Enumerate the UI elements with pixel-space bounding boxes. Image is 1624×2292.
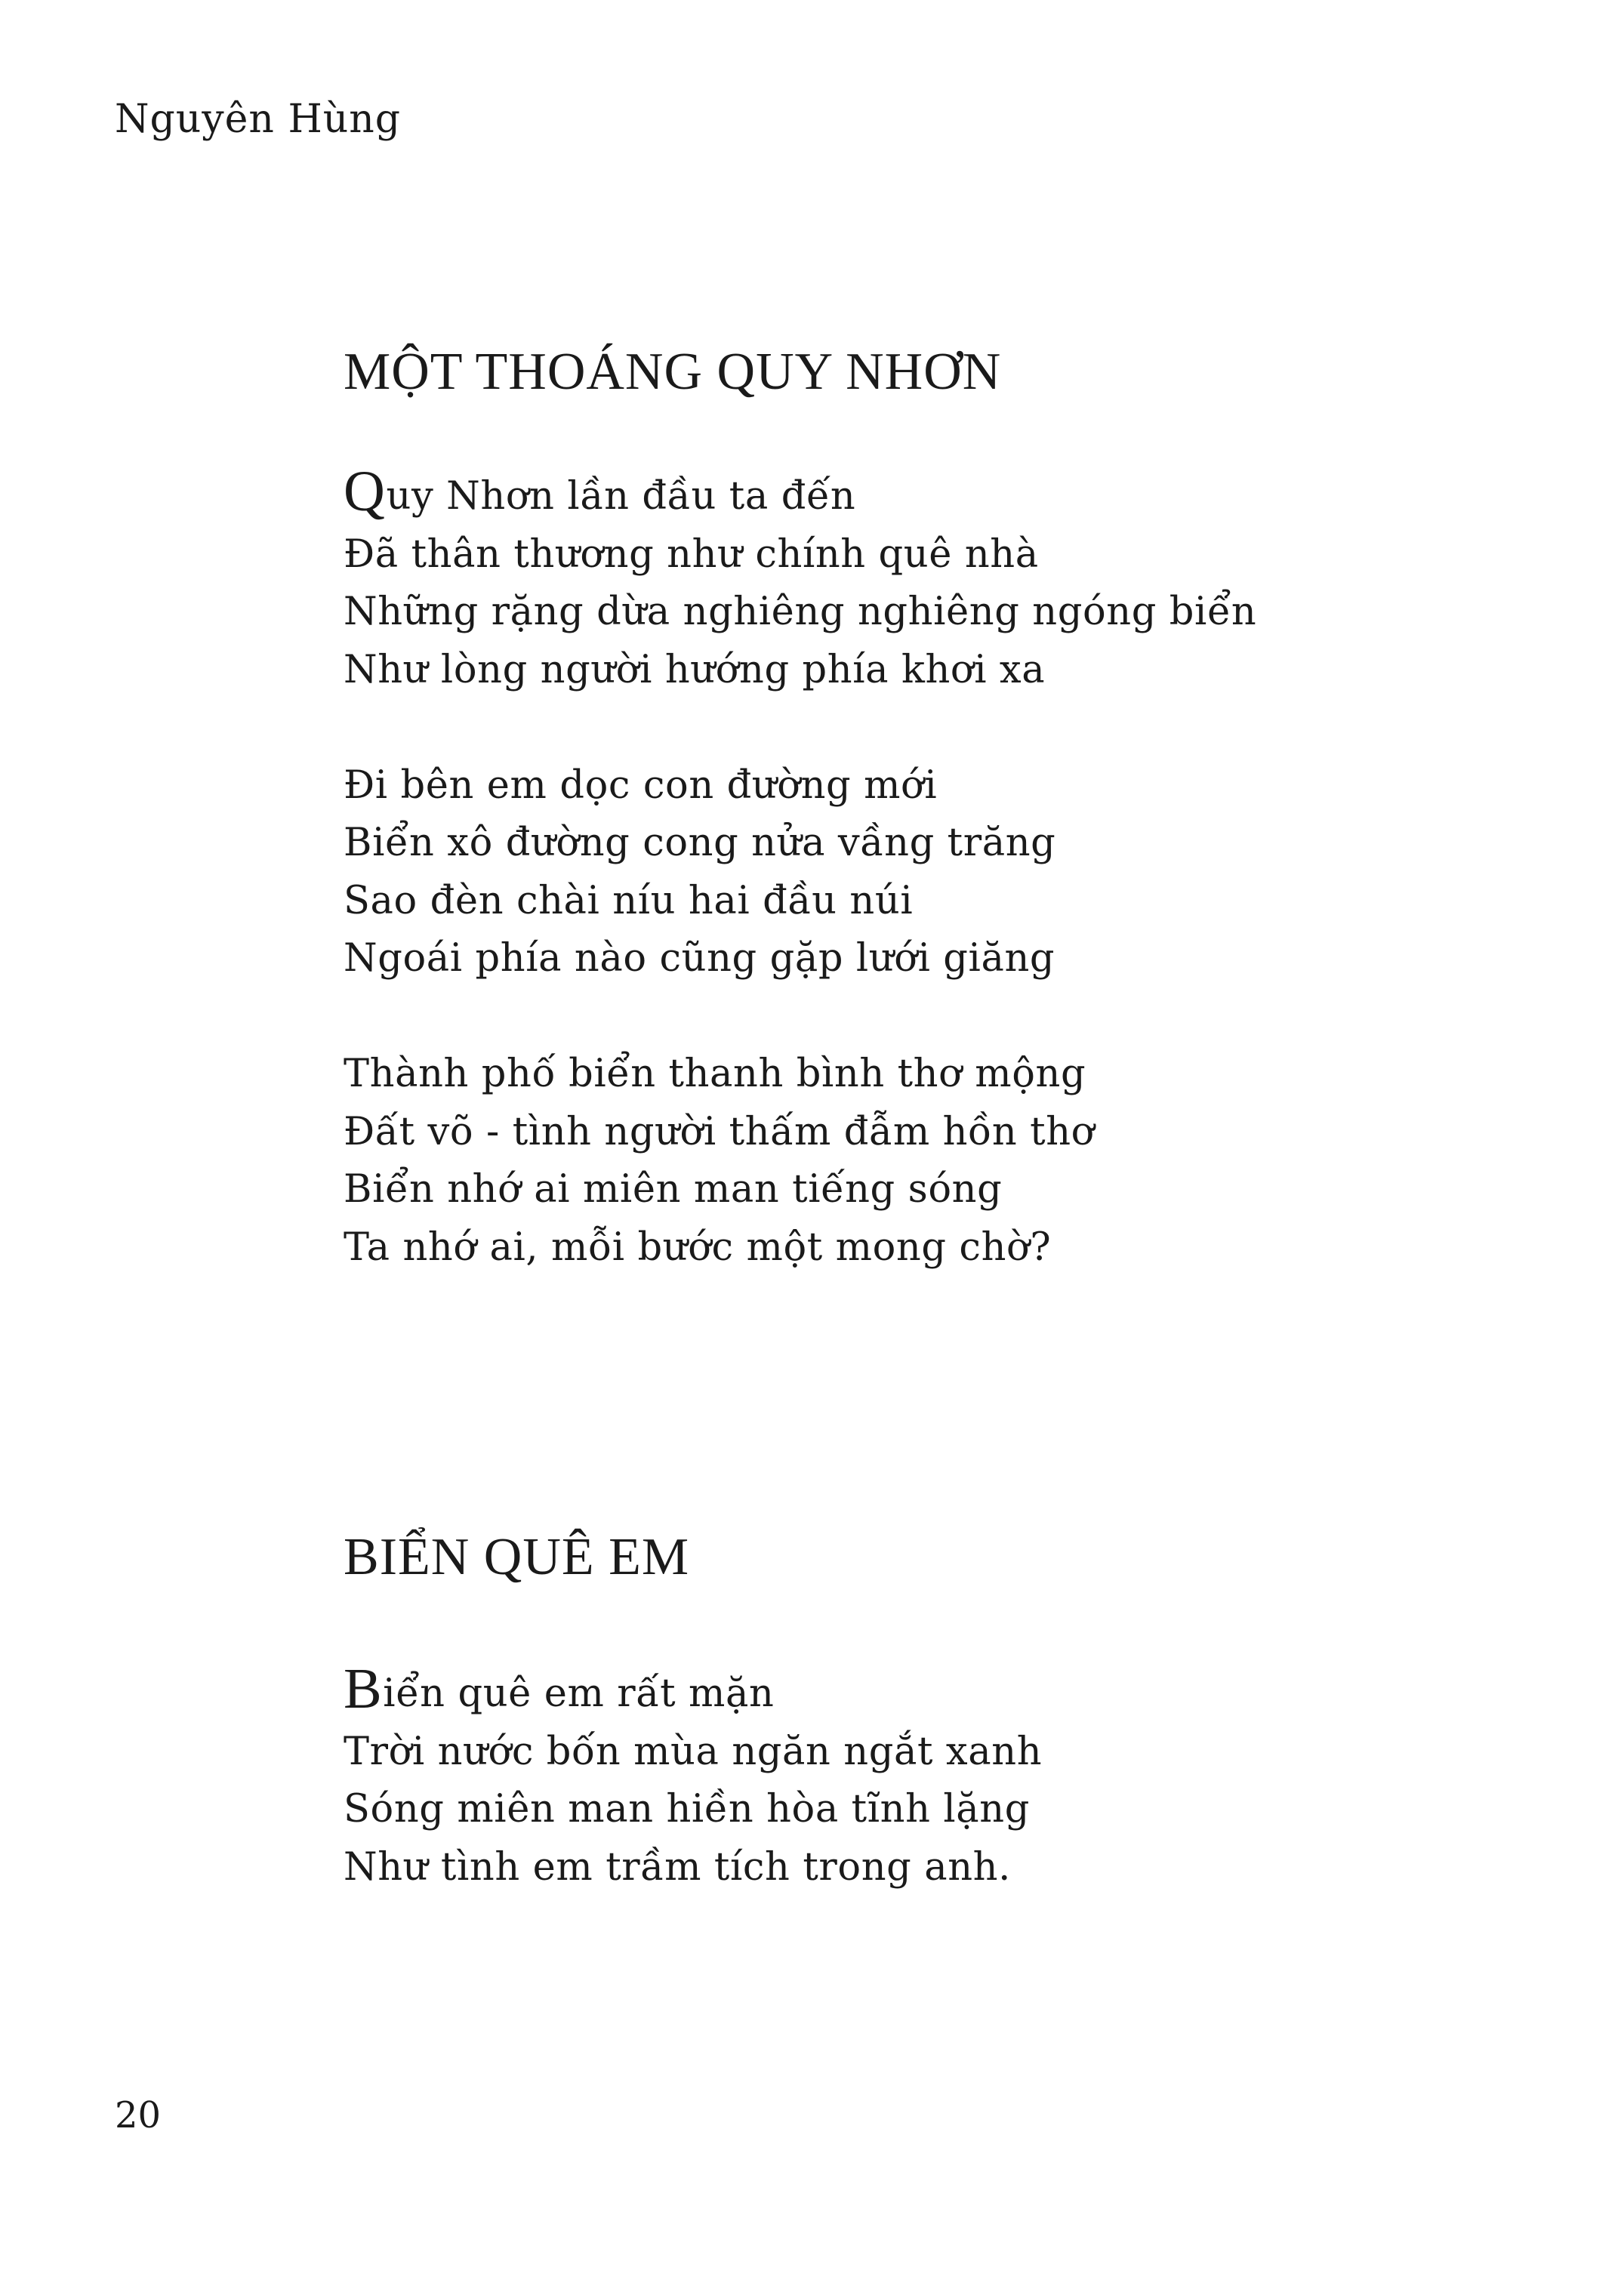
poem-line: Ngoái phía nào cũng gặp lưới giăng [344, 936, 1055, 981]
poem-line: Thành phố biển thanh bình thơ mộng [344, 1052, 1086, 1096]
poem-bien-que-em [344, 1523, 1552, 1896]
poem-line: Biển nhớ ai miên man tiếng sóng [344, 1167, 1003, 1212]
first-line-text: iển quê em rất mặn [383, 1671, 775, 1716]
poem-line: Như tình em trầm tích trong anh. [344, 1844, 1011, 1890]
poem-mot-thoang-quy-nhon [344, 338, 1552, 1277]
poem-line [344, 1657, 1552, 1724]
poem-line: Trời nước bốn mùa ngăn ngắt xanh [344, 1729, 1043, 1774]
drop-cap: B [344, 1657, 383, 1721]
poem-line: Đất võ - tình người thấm đẫm hồn thơ [344, 1109, 1095, 1154]
poem-line: Ta nhớ ai, mỗi bước một mong chờ? [344, 1225, 1052, 1270]
poem-line: Sóng miên man hiền hòa tĩnh lặng [344, 1787, 1030, 1831]
stanza [344, 1046, 1552, 1277]
poem-line: Biển xô đường cong nửa vầng trăng [344, 821, 1056, 865]
page-number: 20 [115, 2094, 162, 2136]
poem-line: Như lòng người hướng phía khơi xa [344, 647, 1046, 692]
stanza [344, 757, 1552, 988]
poem-line: Sao đèn chài níu hai đầu núi [344, 878, 914, 923]
poem-line: Đã thân thương như chính quê nhà [344, 531, 1039, 577]
poem-line: Những rặng dừa nghiêng nghiêng ngóng biển [344, 590, 1257, 634]
stanza [344, 460, 1552, 699]
running-head-author: Nguyên Hùng [115, 97, 402, 142]
first-line-text: uy Nhơn lần đầu ta đến [386, 474, 856, 519]
stanza [344, 1657, 1552, 1896]
poem-title: MỘT THOÁNG QUY NHƠN [344, 343, 1002, 401]
poem-title: BIỂN QUÊ EM [344, 1528, 690, 1586]
drop-cap: Q [344, 460, 386, 523]
poem-line [344, 460, 1552, 526]
poem-line: Đi bên em dọc con đường mới [344, 762, 938, 808]
